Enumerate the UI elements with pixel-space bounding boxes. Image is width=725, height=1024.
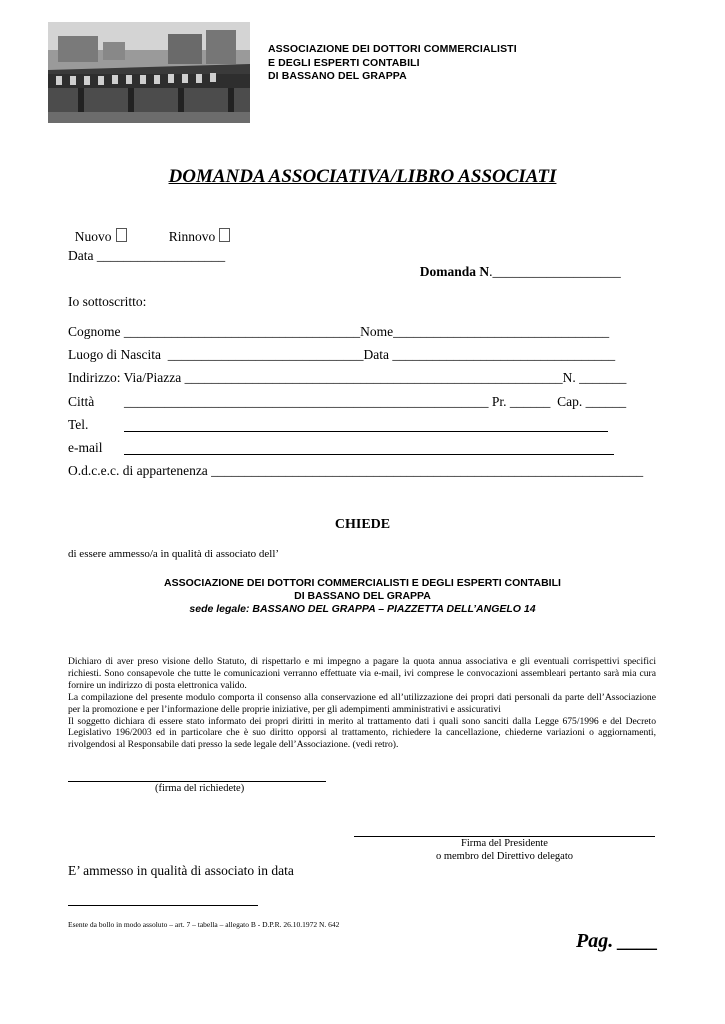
domanda-blank: .___________________: [489, 264, 621, 279]
assoc-line: ASSOCIAZIONE DEI DOTTORI COMMERCIALISTI E DEGLI ESPERTI CONTABILI: [164, 577, 561, 589]
domanda-label: Domanda N: [419, 264, 490, 279]
assoc-sede: sede legale: BASSANO DEL GRAPPA – PIAZZETTA DELL’ANGELO 14: [189, 603, 536, 615]
paragraph-line: La compilazione del presente modulo comporta il consenso alla conservazione ed all’utilizzazione dei propri dati personali da parte dell’Associazione: [68, 691, 656, 703]
paragraph-line: Il soggetto dichiara di essere stato informato dei propri diritti in merito al trattamento dati i quali sono sanciti dalla Legge 675/1996 e del Decreto: [68, 715, 656, 727]
firma-presidente-title: Firma del Presidente: [461, 838, 548, 849]
luogo-data-field[interactable]: Luogo di Nascita _____________________________Data _________________________________: [68, 347, 616, 362]
firma-presidente-label: [354, 838, 655, 863]
paragraph-line: rivolgendosi al Responsabile dati presso la sede legale dell’Associazione. (vedi retro).: [68, 739, 399, 751]
nuovo-label: Nuovo: [74, 229, 112, 244]
citta-field[interactable]: ______________________________________________________ Pr. ______ Cap. ______: [124, 394, 627, 409]
firma-richiedente-line[interactable]: [68, 781, 326, 782]
org-line: ASSOCIAZIONE DEI DOTTORI COMMERCIALISTI: [268, 43, 517, 55]
odcec-field[interactable]: O.d.c.e.c. di appartenenza ________________________________________________________________: [68, 463, 644, 478]
org-line: E DEGLI ESPERTI CONTABILI: [268, 56, 420, 69]
bridge-photo-graphic: [48, 22, 250, 123]
chiede-heading: CHIEDE: [334, 517, 391, 532]
domanda-field[interactable]: [413, 248, 621, 280]
declaration-paragraph: [68, 656, 656, 751]
esente-note: Esente da bollo in modo assoluto – art. 7 – tabella – allegato B - D.P.R. 26.10.1972 N. 642: [68, 920, 340, 929]
nuovo-checkbox[interactable]: [116, 228, 127, 242]
email-label: e-mail: [68, 440, 103, 455]
bridge-photo: [48, 22, 250, 123]
paragraph-line: Legislativo 196/2003 ed in particolare che è suo diritto opporsi al trattamento, richiedere la cancellazione, chiederne variazioni o aggiornamenti,: [68, 727, 656, 739]
rinnovo-label: Rinnovo: [168, 229, 216, 244]
rinnovo-checkbox[interactable]: [219, 228, 230, 242]
page-title: DOMANDA ASSOCIATIVA/LIBRO ASSOCIATI: [168, 166, 557, 187]
ammesso-text: di essere ammesso/a in qualità di associato dell’: [68, 548, 280, 560]
assoc-line: DI BASSANO DEL GRAPPA: [294, 590, 431, 602]
email-field-line[interactable]: [124, 454, 614, 455]
ammesso-data-line[interactable]: [68, 905, 258, 906]
citta-label: Città: [68, 394, 95, 409]
page-number: Pag. ____: [576, 930, 659, 952]
indirizzo-field[interactable]: Indirizzo: Via/Piazza ________________________________________________________N. _______: [68, 370, 627, 385]
firma-richiedente-label: (firma del richiedete): [155, 783, 245, 794]
firma-presidente-line[interactable]: [354, 836, 655, 837]
tel-label: Tel.: [68, 417, 89, 432]
paragraph-line: fornire un indirizzo di posta elettronica valido.: [68, 679, 247, 691]
paragraph-line: per la promozione e per l’informazione delle proprie iniziative, per gli adempimenti amministrativi e assicurativi: [68, 703, 501, 715]
nuovo-option: [68, 212, 127, 245]
io-sottoscritto: Io sottoscritto:: [68, 294, 147, 309]
cognome-nome-field[interactable]: Cognome ___________________________________Nome________________________________: [68, 324, 610, 339]
paragraph-line: Dichiaro di aver preso visione dello Statuto, di rispettarlo e mi impegno a pagare la quota annua associativa e gli eventuali corrispettivi specifici: [68, 656, 656, 667]
org-line: DI BASSANO DEL GRAPPA: [268, 70, 407, 82]
ammesso-data-label: E’ ammesso in qualità di associato in data: [68, 863, 294, 878]
data-field[interactable]: Data ___________________: [68, 248, 226, 263]
firma-presidente-subtitle: o membro del Direttivo delegato: [435, 850, 574, 862]
tel-field-line[interactable]: [124, 431, 608, 432]
rinnovo-option: [162, 212, 230, 245]
paragraph-line: richiesti. Sono consapevole che tutte le comunicazioni verranno effettuate via e-mail, ivi comprese le convocazioni assembleari pertanto sarà mia cura: [68, 667, 656, 679]
org-name: [268, 43, 517, 84]
